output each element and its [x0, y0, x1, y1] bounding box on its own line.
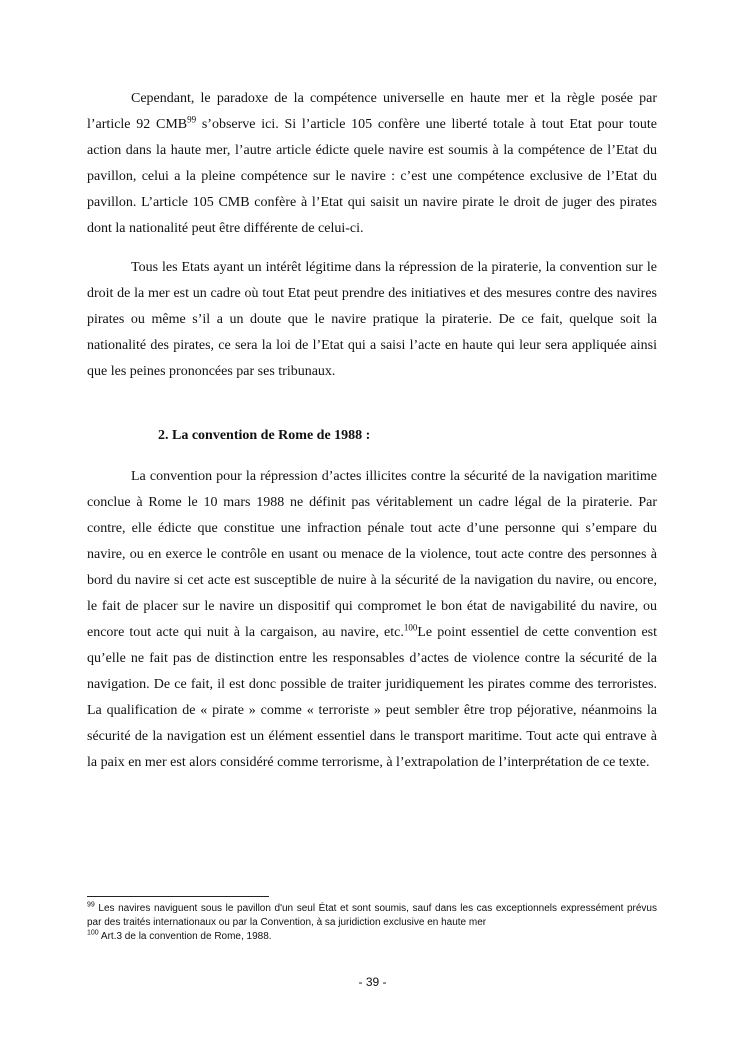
- paragraph-1-text-a: Cependant, le paradoxe de la compétence universelle en haute mer et la règle posée par l’article 92 CMB: [87, 91, 657, 132]
- footnote-text: Art.3 de la convention de Rome, 1988.: [98, 931, 272, 942]
- body-paragraph-1: [87, 86, 657, 242]
- footnote-separator: [87, 896, 269, 897]
- footnote-99: [87, 902, 657, 930]
- footnote-ref-99[interactable]: 99: [187, 114, 197, 125]
- footnote-number: 99: [87, 901, 95, 909]
- page-number: - 39 -: [358, 975, 387, 989]
- footnote-number: 100: [87, 929, 99, 937]
- footnote-ref-100[interactable]: 100: [403, 622, 418, 633]
- body-paragraph-2: Tous les Etats ayant un intérêt légitime dans la répression de la piraterie, la convention sur le droit de la mer est un cadre où tout Etat peut prendre des initiatives et des mesures contre des navires pirates ou même s’il a un doute que le navire pratique la piraterie. De ce fait, quelque soit la nationalité des pirates, ce sera la loi de l’Etat qui a saisi l’acte en haute qui leur sera appliquée ainsi que les peines prononcées par ses tribunaux.: [87, 260, 657, 379]
- paragraph-3-text-a: La convention pour la répression d’actes illicites contre la sécurité de la navigation maritime conclue à Rome le 10 mars 1988 ne définit pas véritablement un cadre légal de la piraterie. Par contre, elle édicte que constitue une infraction pénale tout acte d’une personne qui s’empare du navire, ou en exerce le contrôle en usant ou menace de la violence, tout acte contre des personnes à bord du navire si cet acte est susceptible de nuire à la sécurité de la navigation du navire, ou encore, le fait de placer sur le navire un dispositif qui compromet le bon état de navigabilité du navire, ou encore tout acte qui nuit à la cargaison, au navire, etc.: [87, 469, 657, 640]
- footnote-text: Les navires naviguent sous le pavillon d'un seul État et sont soumis, sauf dans les cas exceptionnels expressément prévus par des traités internationaux ou par la Convention, à sa juridiction exclusive en haute mer: [87, 903, 657, 928]
- body-paragraph-3: [87, 464, 657, 776]
- footnotes: [87, 902, 657, 944]
- paragraph-1-text-b: s’observe ici. Si l’article 105 confère une liberté totale à tout Etat pour toute action dans la haute mer, l’autre article édicte quele navire est soumis à la compétence de l’Etat du pavillon, celui a la pleine compétence sur le navire : c’est une compétence exclusive de l’Etat du pavillon. L’article 105 CMB confère à l’Etat qui saisit un navire pirate le droit de juger des pirates dont la nationalité peut être différente de celui-ci.: [87, 117, 657, 236]
- section-heading: 2. La convention de Rome de 1988 :: [158, 428, 371, 443]
- footnote-100: [87, 930, 657, 944]
- paragraph-3-text-b: Le point essentiel de cette convention est qu’elle ne fait pas de distinction entre les responsables d’actes de violence contre la sécurité de la navigation. De ce fait, il est donc possible de traiter juridiquement les pirates comme des terroristes. La qualification de « pirate » comme « terroriste » peut sembler être trop péjorative, néanmoins la sécurité de la navigation est un élément essentiel dans le transport maritime. Tout acte qui entrave à la paix en mer est alors considéré comme terrorisme, à l’extrapolation de l’interprétation de ce texte.: [87, 625, 657, 770]
